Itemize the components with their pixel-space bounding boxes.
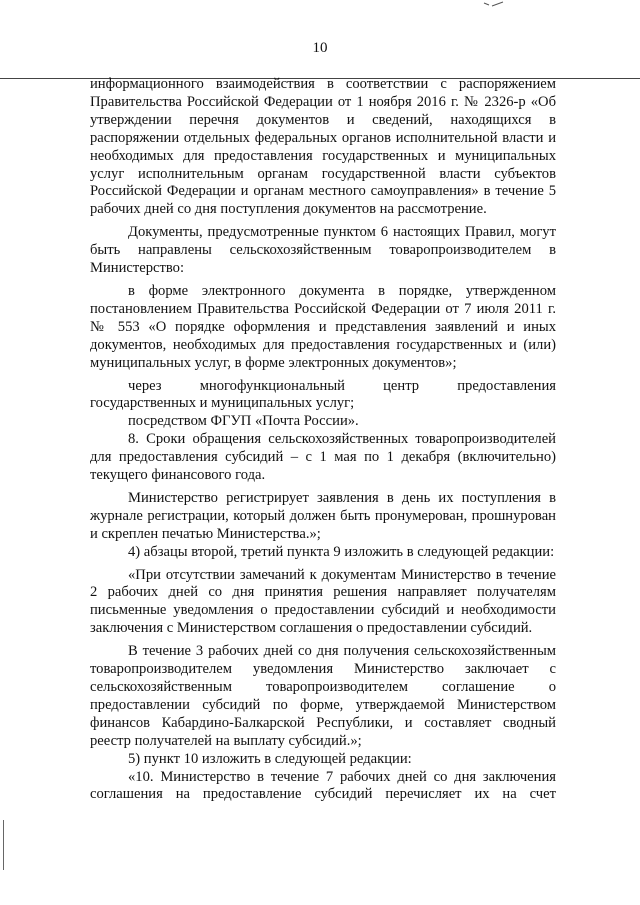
page-number: 10 (312, 40, 328, 56)
paragraph-item-10: «10. Министерство в течение 7 рабочих дней со дня заключения соглашения на предоставление субсидий перечисляет их на счет (90, 768, 556, 803)
paragraph-post: посредством ФГУП «Почта России». (128, 413, 359, 430)
paragraph-item-8: 8. Сроки обращения сельскохозяйственных товаропроизводителей для предоставления субсидий – с 1 мая по 1 декабря (включительно) текущего финансового года. (90, 431, 556, 484)
paragraph-documents: Документы, предусмотренные пунктом 6 настоящих Правил, могут быть направлены сельскохозяйственным товаропроизводителем в Министерство: (90, 224, 556, 277)
paragraph-amend-item-10: 5) пункт 10 изложить в следующей редакции: (128, 750, 412, 767)
paragraph-notifications: «При отсутствии замечаний к документам Министерство в течение 2 рабочих дней со дня принятия решения направляет получателям письменные уведомления о предоставлении субсидий и необходимости заключения с Министерством соглашения о предоставлении субсидий. (90, 566, 556, 637)
paragraph-amend-item-9: 4) абзацы второй, третий пункта 9 изложить в следующей редакции: (128, 543, 555, 560)
paragraph-agreement: В течение 3 рабочих дней со дня получения сельскохозяйственным товаропроизводителем уведомления Министерство заключает с сельскохозяйственным товаропроизводителем соглашение о предоставлении субсидий по форме, утверждаемой Министерством финансов Кабардино-Балкарской Республики, и составляет сводный реестр получателей на выплату субсидий.»; (90, 643, 556, 749)
paragraph-continuation: информационного взаимодействия в соответствии с распоряжением Правительства Российской Федерации от 1 ноября 2016 г. № 2326-р «Об утверждении перечня документов и сведений, находящихся в распоряжении отдельных федеральных органов исполнительной власти и необходимых для предоставления государственных и муниципальных услуг исполнительным органам государственной власти субъектов Российской Федерации и органам местного самоуправления» в течение 5 рабочих дней со дня поступления документов на рассмотрение. (90, 76, 556, 218)
scan-mark-icon (483, 0, 505, 10)
paragraph-electronic-form: в форме электронного документа в порядке, утвержденном постановлением Правительства Российской Федерации от 7 июля 2011 г. № 553 «О порядке оформления и представления заявлений и иных документов, необходимых для предоставления государственных и (или) муниципальных услуг, в форме электронных документов»; (90, 282, 556, 371)
scan-edge-mark (3, 820, 4, 870)
paragraph-registration: Министерство регистрирует заявления в день их поступления в журнале регистрации, который должен быть пронумерован, прошнурован и скреплен печатью Министерства.»; (90, 489, 556, 542)
paragraph-mfc: через многофункциональный центр предоставления государственных и муниципальных услуг; (90, 377, 556, 412)
document-body (90, 76, 556, 804)
